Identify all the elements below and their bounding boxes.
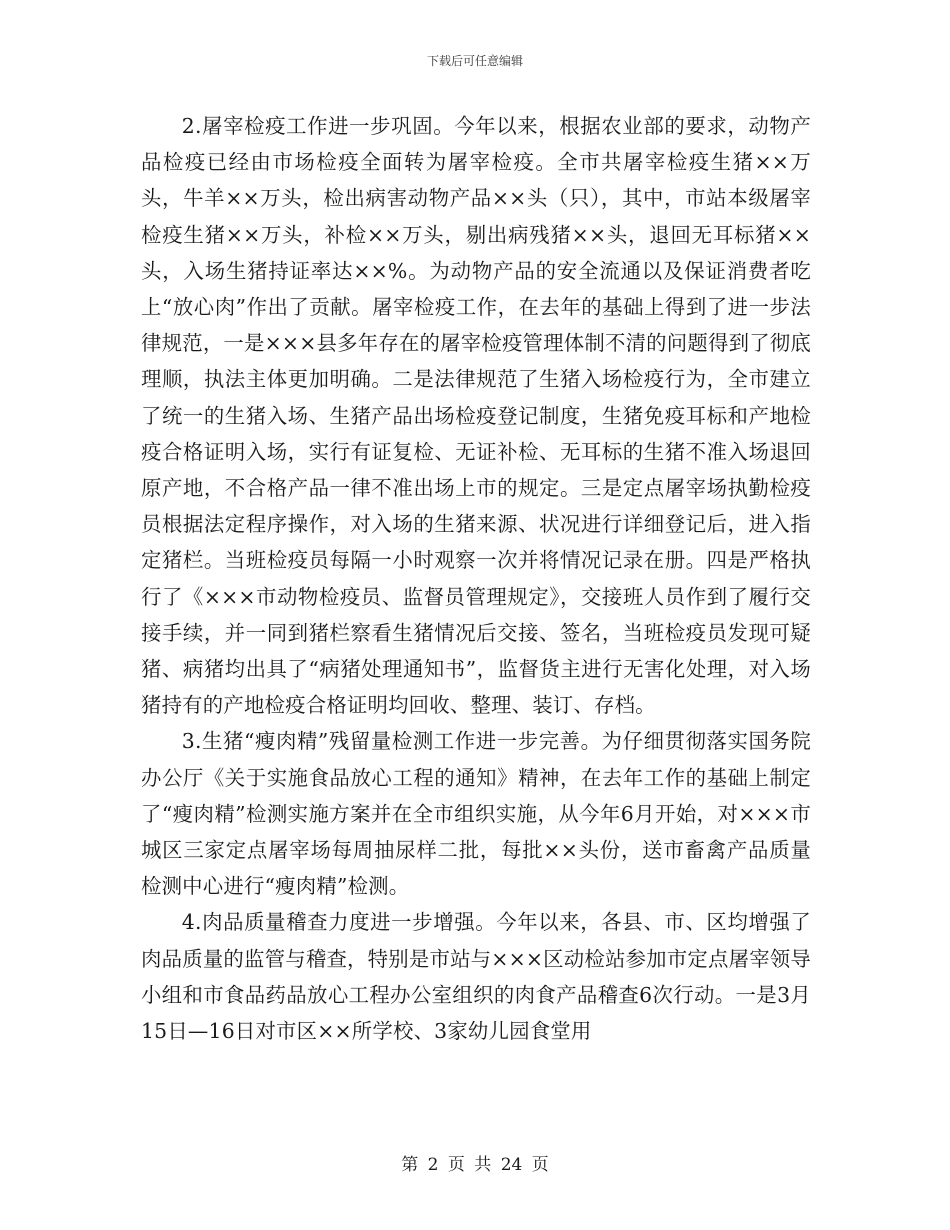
page-number: 第 2 页 共 24 页 <box>401 1155 549 1175</box>
page-header: 下载后可任意编辑 <box>426 54 523 68</box>
paragraph-meat-quality-inspection: 4.肉品质量稽查力度进一步增强。今年以来，各县、市、区均增强了肉品质量的监管与稽查，特别是市站与×××区动检站参加市定点屠宰领导小组和市食品药品放心工程办公室组织的肉食产品稽查6次行动。一是3月15日—16日对市区××所学校、3家幼儿园食堂用 <box>141 910 811 1044</box>
paragraph-clenbuterol-testing: 3.生猪“瘦肉精”残留量检测工作进一步完善。为仔细贯彻落实国务院办公厅《关于实施食品放心工程的通知》精神，在去年工作的基础上制定了“瘦肉精”检测实施方案并在全市组织实施，从今年6月开始，对×××市城区三家定点屠宰场每周抽尿样二批，每批××头份，送市畜禽产品质量检测中心进行“瘦肉精”检测。 <box>141 729 811 899</box>
paragraph-slaughter-quarantine: 2.屠宰检疫工作进一步巩固。今年以来，根据农业部的要求，动物产品检疫已经由市场检疫全面转为屠宰检疫。全市共屠宰检疫生猪××万头，牛羊××万头，检出病害动物产品××头（只），其中，市站本级屠宰检疫生猪××万头，补检××万头，剔出病残猪××头，退回无耳标猪××头，入场生猪持证率达××%。为动物产品的安全流通以及保证消费者吃上“放心肉”作出了贡献。屠宰检疫工作，在去年的基础上得到了进一步法律规范，一是×××县多年存在的屠宰检疫管理体制不清的问题得到了彻底理顺，执法主体更加明确。二是法律规范了生猪入场检疫行为，全市建立了统一的生猪入场、生猪产品出场检疫登记制度，生猪免疫耳标和产地检疫合格证明入场，实行有证复检、无证补检、无耳标的生猪不准入场退回原产地，不合格产品一律不准出场上市的规定。三是定点屠宰场执勤检疫员根据法定程序操作，对入场的生猪来源、状况进行详细登记后，进入指定猪栏。当班检疫员每隔一小时观察一次并将情况记录在册。四是严格执行了《×××市动物检疫员、监督员管理规定》，交接班人员作到了履行交接手续，并一同到猪栏察看生猪情况后交接、签名，当班检疫员发现可疑猪、病猪均出具了“病猪处理通知书”，监督货主进行无害化处理，对入场猪持有的产地检疫合格证明均回收、整理、装订、存档。 <box>141 114 811 718</box>
document-body <box>141 108 811 1049</box>
